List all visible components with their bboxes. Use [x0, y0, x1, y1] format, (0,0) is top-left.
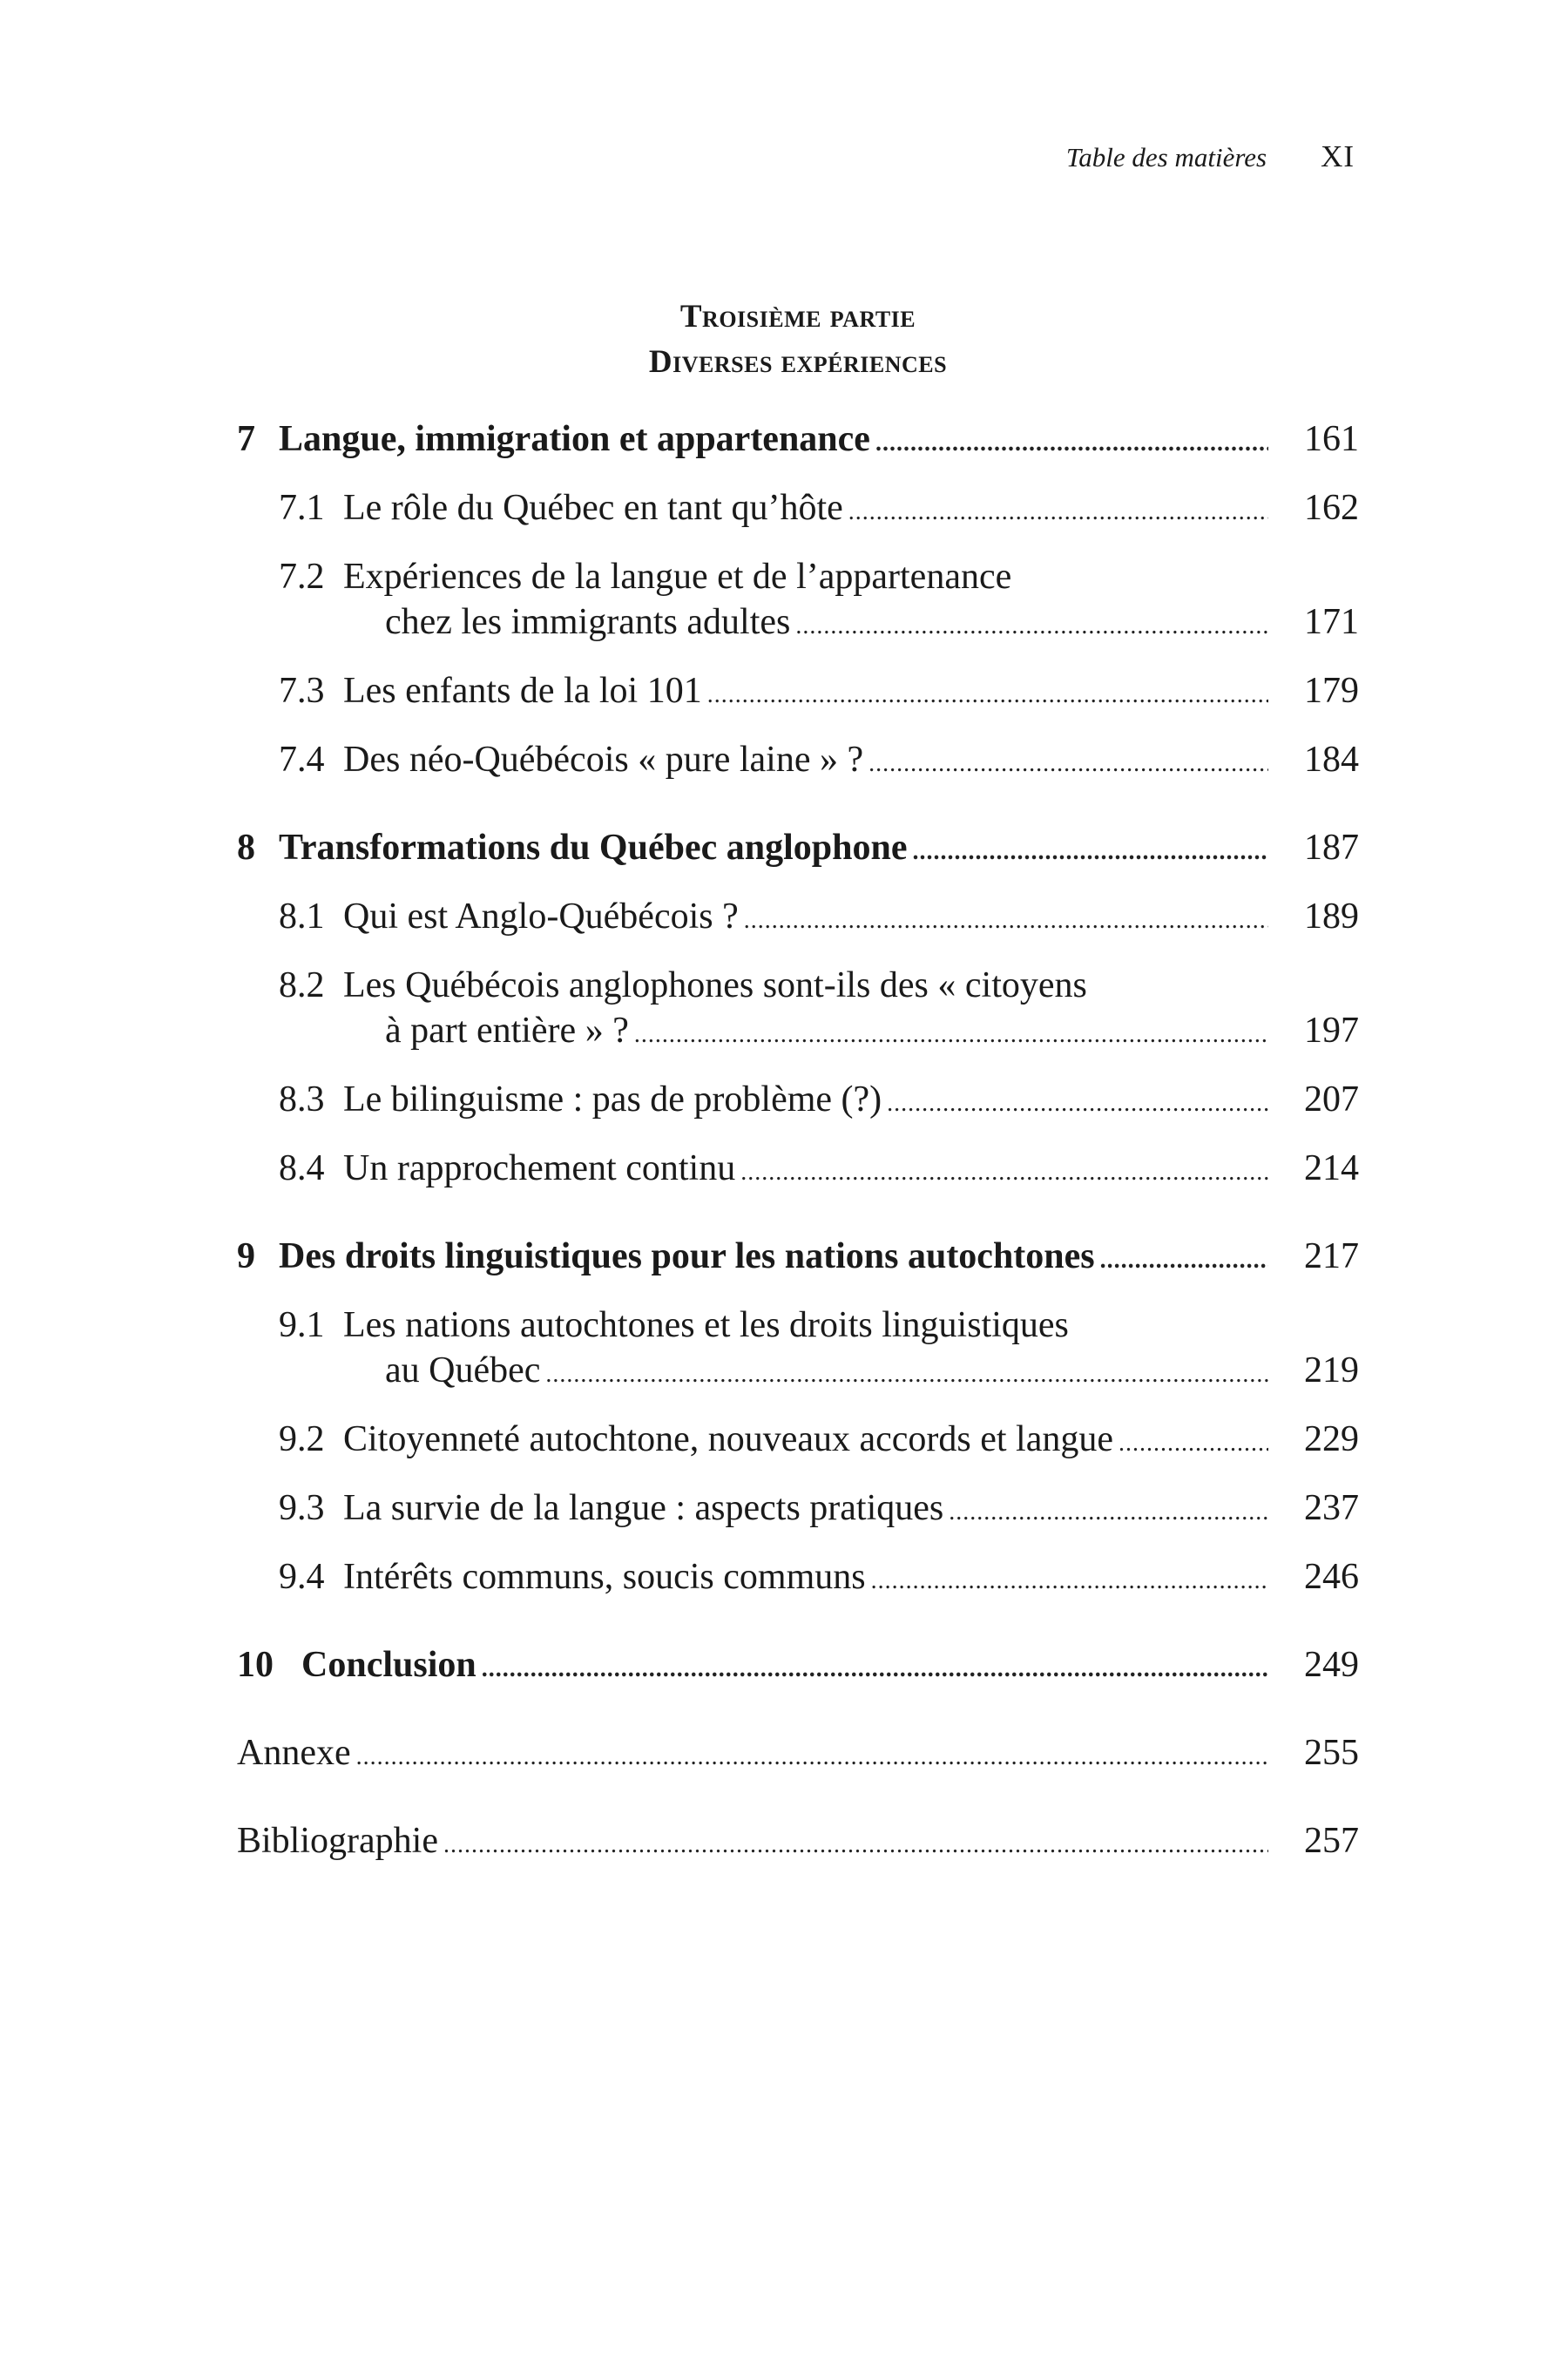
toc-section-7-2-line1	[237, 554, 1359, 599]
toc-section-7-2	[237, 599, 1359, 649]
dot-leader	[482, 1647, 1268, 1692]
entry-title: Bibliographie	[237, 1821, 438, 1861]
page-ref: 197	[1304, 1011, 1359, 1051]
part-heading-line2: Diverses expériences	[648, 344, 948, 380]
page-ref: 257	[1304, 1821, 1359, 1861]
section-title: La survie de la langue : aspects pratiques	[343, 1488, 944, 1528]
dot-leader	[1119, 1421, 1268, 1466]
toc-section-7-1	[237, 485, 1359, 535]
section-title-cont: à part entière » ?	[385, 1011, 629, 1051]
toc-chapter-8	[237, 825, 1359, 875]
running-head-title: Table des matières	[1065, 142, 1267, 173]
section-title: Expériences de la langue et de l’appartenance	[343, 557, 1012, 597]
section-number: 7.1	[279, 488, 325, 528]
section-title: Des néo-Québécois « pure laine » ?	[343, 740, 864, 780]
section-number: 8.3	[279, 1079, 325, 1120]
toc-section-8-1	[237, 894, 1359, 944]
chapter-number: 9	[237, 1236, 255, 1276]
page-ref: 187	[1304, 828, 1359, 868]
toc-section-9-1	[237, 1348, 1359, 1397]
chapter-number: 10	[237, 1645, 274, 1685]
page-ref: 184	[1304, 740, 1359, 780]
page-ref: 249	[1304, 1645, 1359, 1685]
section-title: Un rapprochement continu	[343, 1148, 736, 1188]
toc-section-9-3	[237, 1485, 1359, 1535]
section-number: 9.4	[279, 1557, 325, 1597]
dot-leader	[634, 1012, 1268, 1058]
toc-chapter-9	[237, 1234, 1359, 1283]
section-number: 9.1	[279, 1305, 325, 1345]
page-ref: 207	[1304, 1079, 1359, 1120]
section-title: Les Québécois anglophones sont-ils des « citoyens	[343, 965, 1087, 1005]
dot-leader	[887, 1081, 1268, 1126]
page-ref: 217	[1304, 1236, 1359, 1276]
dot-leader	[795, 604, 1268, 649]
page-ref: 237	[1304, 1488, 1359, 1528]
toc-section-7-4	[237, 737, 1359, 787]
chapter-number: 8	[237, 828, 255, 868]
dot-leader	[949, 1490, 1268, 1535]
section-title: Citoyenneté autochtone, nouveaux accords et langue	[343, 1419, 1114, 1459]
page-number: XI	[1321, 139, 1355, 173]
chapter-title: Transformations du Québec anglophone	[279, 828, 908, 868]
page-ref: 179	[1304, 671, 1359, 711]
section-number: 7.3	[279, 671, 325, 711]
page-ref: 246	[1304, 1557, 1359, 1597]
section-number: 8.4	[279, 1148, 325, 1188]
dot-leader	[1100, 1238, 1268, 1283]
toc-section-8-2-line1	[237, 963, 1359, 1008]
section-title-cont: chez les immigrants adultes	[385, 602, 791, 642]
section-number: 8.2	[279, 965, 325, 1005]
entry-title: Annexe	[237, 1733, 351, 1773]
toc-section-9-1-line1	[237, 1302, 1359, 1348]
section-title: Le bilinguisme : pas de problème (?)	[343, 1079, 882, 1120]
page-ref: 229	[1304, 1419, 1359, 1459]
page-ref: 214	[1304, 1148, 1359, 1188]
toc-bibliographie	[237, 1818, 1359, 1868]
toc-section-8-2	[237, 1008, 1359, 1058]
dot-leader	[356, 1735, 1268, 1780]
page-ref: 171	[1304, 602, 1359, 642]
section-number: 9.3	[279, 1488, 325, 1528]
page-ref: 219	[1304, 1350, 1359, 1390]
toc-chapter-10	[237, 1642, 1359, 1692]
toc-section-8-3	[237, 1077, 1359, 1126]
dot-leader	[707, 673, 1268, 718]
section-title: Le rôle du Québec en tant qu’hôte	[343, 488, 843, 528]
page-ref: 162	[1304, 488, 1359, 528]
page-ref: 189	[1304, 896, 1359, 937]
dot-leader	[545, 1352, 1268, 1397]
section-number: 7.2	[279, 557, 325, 597]
toc-section-9-4	[237, 1554, 1359, 1604]
section-number: 7.4	[279, 740, 325, 780]
toc-section-8-4	[237, 1146, 1359, 1195]
chapter-title: Langue, immigration et appartenance	[279, 419, 870, 459]
section-title: Les enfants de la loi 101	[343, 671, 702, 711]
running-head	[871, 139, 1355, 174]
dot-leader	[848, 490, 1268, 535]
toc-section-9-2	[237, 1417, 1359, 1466]
toc-section-7-3	[237, 668, 1359, 718]
section-title: Qui est Anglo-Québécois ?	[343, 896, 739, 937]
toc-annexe	[237, 1730, 1359, 1780]
dot-leader	[744, 898, 1268, 944]
section-number: 8.1	[279, 896, 325, 937]
page-ref: 255	[1304, 1733, 1359, 1773]
section-title-cont: au Québec	[385, 1350, 541, 1390]
section-number: 9.2	[279, 1419, 325, 1459]
chapter-number: 7	[237, 419, 255, 459]
chapter-title: Des droits linguistiques pour les nations autochtones	[279, 1236, 1095, 1276]
toc-chapter-7	[237, 416, 1359, 466]
section-title: Intérêts communs, soucis communs	[343, 1557, 866, 1597]
section-title: Les nations autochtones et les droits linguistiques	[343, 1305, 1069, 1345]
dot-leader	[913, 829, 1269, 875]
dot-leader	[875, 421, 1268, 466]
dot-leader	[871, 1559, 1268, 1604]
chapter-title: Conclusion	[301, 1645, 476, 1685]
table-of-contents	[237, 416, 1359, 1868]
part-heading-line1: Troisième partie	[679, 299, 916, 335]
page-ref: 161	[1304, 419, 1359, 459]
dot-leader	[868, 741, 1268, 787]
dot-leader	[443, 1823, 1268, 1868]
part-heading	[237, 294, 1359, 385]
dot-leader	[740, 1150, 1268, 1195]
